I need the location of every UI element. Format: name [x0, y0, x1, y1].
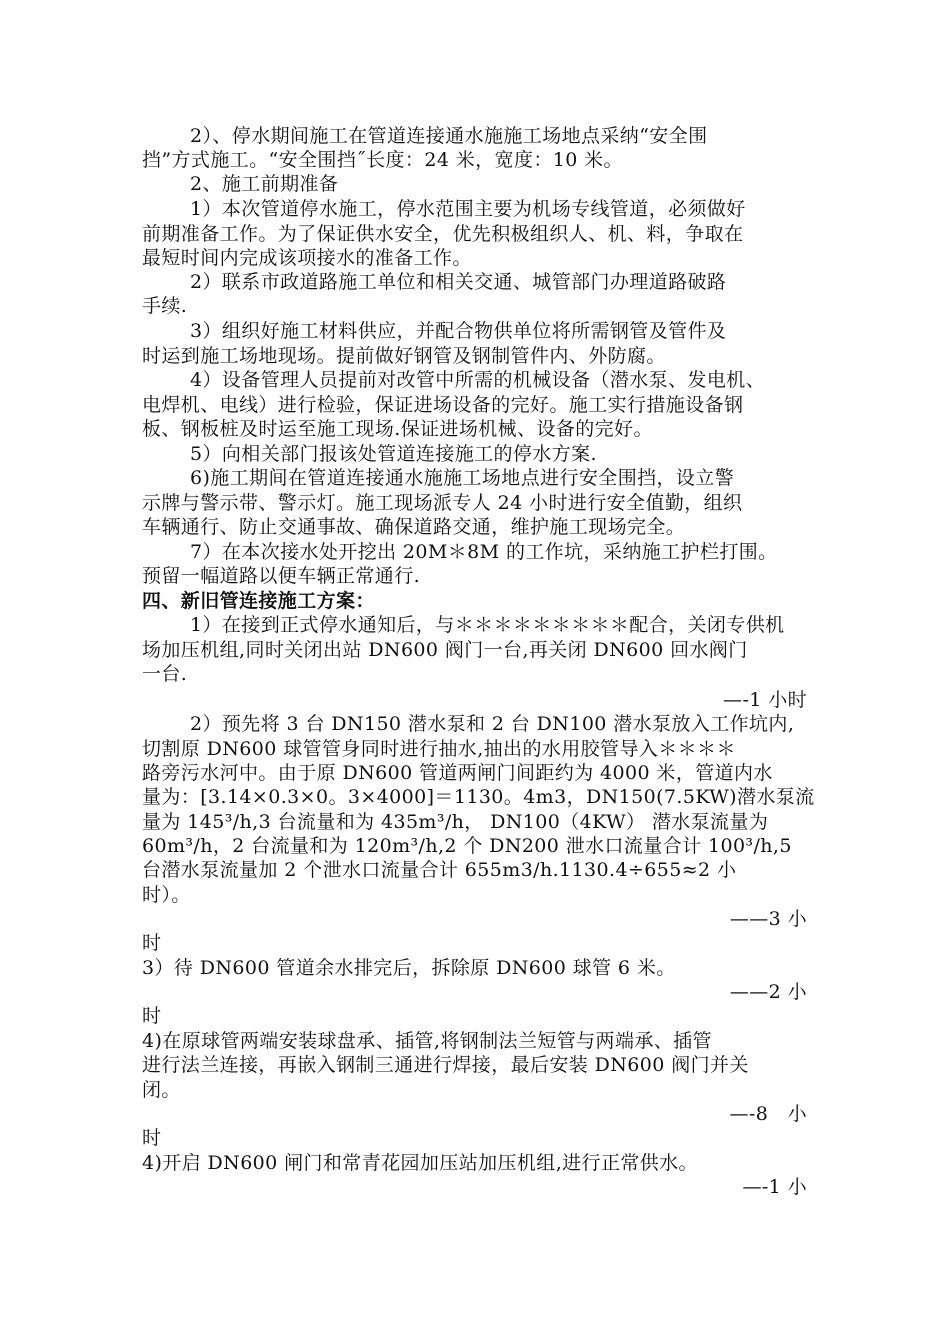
text-line: 板、钢板桩及时运至施工现场.保证进场机械、设备的完好。: [142, 418, 653, 440]
text-line: 60m³/h，2 台流量和为 120m³/h,2 个 DN200 泄水口流量合计 100³/h,5: [142, 835, 792, 857]
text-line: 路旁污水河中。由于原 DN600 管道两闸门间距约为 4000 米，管道内水: [142, 762, 773, 784]
duration-note: ——3 小: [729, 908, 807, 930]
text-line: 1）本次管道停水施工，停水范围主要为机场专线管道，必须做好: [190, 198, 746, 220]
text-line: 示牌与警示带、警示灯。施工现场派专人 24 小时进行安全值勤，组织: [142, 492, 743, 514]
text-line: 时: [142, 1005, 162, 1027]
text-line: 最短时间内完成该项接水的准备工作。: [142, 247, 472, 269]
text-line: 切割原 DN600 球管管身同时进行抽水,抽出的水用胶管导入＊＊＊＊: [142, 738, 736, 760]
text-line: 5）向相关部门报该处管道连接施工的停水方案.: [190, 443, 597, 465]
text-line: 3）组织好施工材料供应，并配合物供单位将所需钢管及管件及: [190, 320, 727, 342]
text-line: 一台.: [142, 663, 188, 685]
text-line: 2、施工前期准备: [190, 173, 339, 195]
text-line: 手续.: [142, 295, 188, 317]
text-line: 车辆通行、防止交通事故、确保道路交通，维护施工现场完全。: [142, 516, 686, 538]
text-line: 场加压机组,同时关闭出站 DN600 阀门一台,再关闭 DN600 回水阀门: [142, 639, 748, 661]
duration-note: —-1 小时: [723, 689, 807, 711]
text-line: 1）在接到正式停水通知后，与＊＊＊＊＊＊＊＊＊配合，关闭专供机: [190, 614, 785, 636]
text-line: 时运到施工场地现场。提前做好钢管及钢制管件内、外防腐。: [142, 345, 666, 367]
duration-note: —-1 小: [742, 1176, 807, 1198]
text-line: 2）联系市政道路施工单位和相关交通、城管部门办理道路破路: [190, 271, 727, 293]
text-line: 进行法兰连接，再嵌入钢制三通进行焊接，最后安装 DN600 阀门并关: [142, 1054, 749, 1076]
text-line: 2）、停水期间施工在管道连接通水施施工场地点采纳“安全围: [190, 125, 708, 147]
text-line: 量为 145³/h,3 台流量和为 435m³/h， DN100（4KW） 潜水泵流量为: [142, 811, 769, 833]
text-line: 4）设备管理人员提前对改管中所需的机械设备（潜水泵、发电机、: [190, 369, 766, 391]
section-heading: 四、新旧管连接施工方案：: [142, 590, 375, 612]
text-line: 4)在原球管两端安装球盘承、插管,将钢制法兰短管与两端承、插管: [142, 1030, 712, 1052]
text-line: 6)施工期间在管道连接通水施施工场地点进行安全围挡，设立警: [190, 467, 735, 489]
text-line: 4)开启 DN600 闸门和常青花园加压站加压机组,进行正常供水。: [142, 1152, 698, 1174]
text-line: 时: [142, 932, 162, 954]
text-line: 闭。: [142, 1079, 181, 1101]
text-line: 7）在本次接水处开挖出 20M＊8M 的工作坑，采纳施工护栏打围。: [190, 541, 778, 563]
text-line: 前期准备工作。为了保证供水安全，优先积极组织人、机、料，争取在: [142, 223, 744, 245]
duration-note: —-8 小: [729, 1103, 807, 1125]
duration-note: ——2 小: [729, 981, 807, 1003]
text-line: 时: [142, 1127, 162, 1149]
text-line: 2）预先将 3 台 DN150 潜水泵和 2 台 DN100 潜水泵放入工作坑内,: [190, 713, 795, 735]
text-line: 预留一幅道路以便车辆正常通行.: [142, 565, 421, 587]
text-line: 电焊机、电线）进行检验，保证进场设备的完好。施工实行措施设备钢: [142, 394, 744, 416]
text-line: 量为：[3.14×0.3×0。3×4000]＝1130。4m3，DN150(7.5KW)潜水泵流: [142, 786, 815, 808]
text-line: 时）。: [142, 884, 191, 906]
text-line: 挡”方式施工。“安全围挡˝长度：24 米，宽度：10 米。: [142, 149, 623, 171]
text-line: 3）待 DN600 管道余水排完后，拆除原 DN600 球管 6 米。: [142, 957, 676, 979]
text-line: 台潜水泵流量加 2 个泄水口流量合计 655m3/h.1130.4÷655≈2 小: [142, 859, 737, 881]
